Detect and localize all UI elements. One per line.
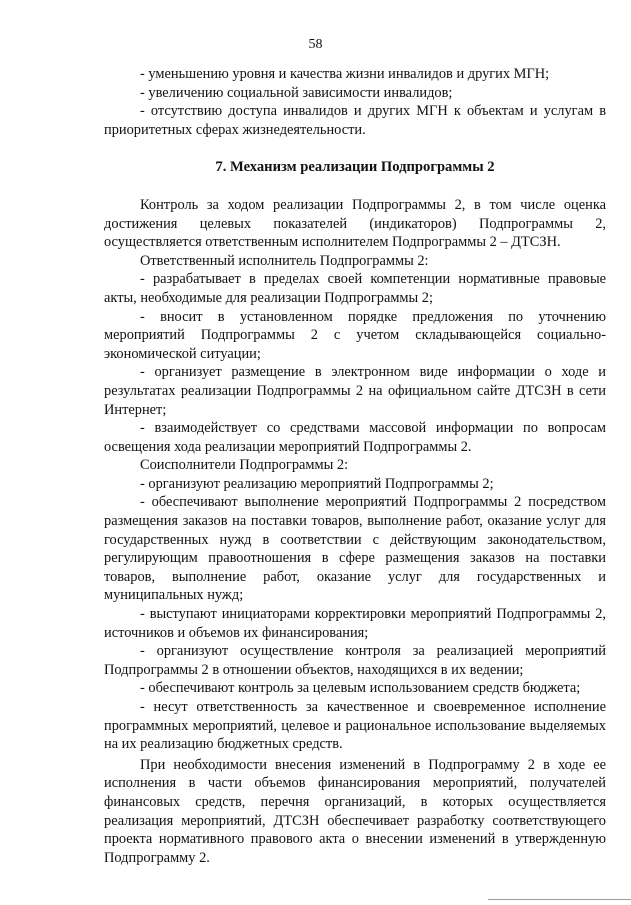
scan-edge-line — [488, 899, 631, 900]
list-item: - разрабатывает в пределах своей компетенции нормативные правовые акты, необходимые для реализации Подпрограммы 2; — [104, 271, 606, 306]
list-item: - вносит в установленном порядке предложения по уточнению мероприятий Подпрограммы 2 с учетом складывающейся социально-экономической ситуации; — [104, 308, 606, 362]
list-item: - выступают инициаторами корректировки мероприятий Подпрограммы 2, источников и объемов их финансирования; — [104, 606, 606, 641]
intro-item: - увеличению социальной зависимости инвалидов; — [140, 84, 453, 101]
list-item: - взаимодействует со средствами массовой информации по вопросам освещения хода реализации мероприятий Подпрограммы 2. — [104, 420, 606, 455]
list-item: - организуют осуществление контроля за реализацией мероприятий Подпрограммы 2 в отношении объектов, находящихся в их ведении; — [104, 643, 606, 678]
paragraph: Ответственный исполнитель Подпрограммы 2: — [140, 252, 429, 269]
intro-item: - уменьшению уровня и качества жизни инвалидов и других МГН; — [140, 66, 550, 82]
intro-item: - отсутствию доступа инвалидов и других МГН к объектам и услугам в приоритетных сферах жизнедеятельности. — [104, 103, 606, 138]
paragraph: Соисполнители Подпрограммы 2: — [140, 457, 349, 474]
page-content — [104, 65, 606, 867]
page-number: 58 — [308, 37, 323, 52]
list-item: - обеспечивают контроль за целевым использованием средств бюджета; — [140, 680, 581, 697]
list-item: - несут ответственность за качественное и своевременное исполнение программных мероприятий, целевое и рациональное использование выделяемых на их реализацию бюджетных средств. — [104, 699, 606, 753]
list-item: - организует размещение в электронном виде информации о ходе и результатах реализации Подпрограммы 2 на официальном сайте ДТСЗН в сети Интернет; — [104, 364, 606, 418]
section-heading: 7. Механизм реализации Подпрограммы 2 — [215, 159, 495, 176]
list-item: - обеспечивают выполнение мероприятий Подпрограммы 2 посредством размещения заказов на поставки товаров, выполнение работ, оказание услуг для государственных нужд в соответствии с действующим законодательством, регулирующим правоотношения в сфере размещения заказов на поставки товаров, выполнение работ, оказание услуг для государственных и муниципальных нужд; — [104, 494, 606, 604]
list-item: - организуют реализацию мероприятий Подпрограммы 2; — [140, 475, 494, 492]
paragraph: При необходимости внесения изменений в Подпрограмму 2 в ходе ее исполнения в части объемов финансирования мероприятий, получателей финансовых средств, перечня организаций, в которых осуществляется реализация мероприятий, ДТСЗН обеспечивает разработку соответствующего проекта нормативного правового акта о внесении изменений в утвержденную Подпрограмму 2. — [104, 756, 606, 866]
paragraph: Контроль за ходом реализации Подпрограммы 2, в том числе оценка достижения целевых показателей (индикаторов) Подпрограммы 2, осуществляется ответственным исполнителем Подпрограммы 2 – ДТСЗН. — [104, 196, 606, 251]
